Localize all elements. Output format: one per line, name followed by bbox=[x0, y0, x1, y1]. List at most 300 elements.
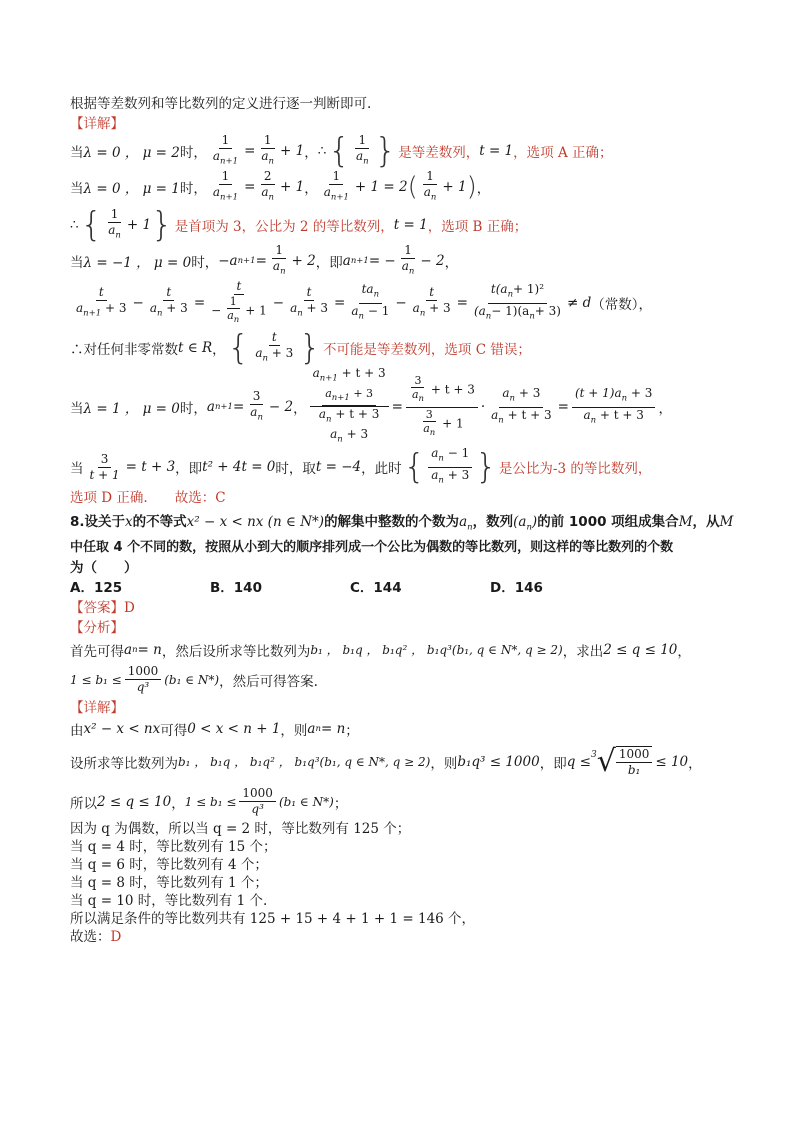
text: ∴ bbox=[317, 143, 327, 159]
text: ，即 bbox=[539, 755, 567, 772]
var: a bbox=[76, 300, 84, 315]
text: ， bbox=[658, 401, 672, 417]
fraction bbox=[105, 207, 124, 243]
fraction bbox=[322, 387, 376, 406]
sub: n bbox=[233, 315, 240, 326]
op: = bbox=[456, 295, 468, 311]
text: 的前 1000 项组成集合 bbox=[537, 514, 679, 530]
var: a bbox=[212, 184, 221, 199]
den bbox=[421, 185, 440, 205]
text: 8.设关于 bbox=[70, 514, 126, 530]
detail-heading bbox=[70, 114, 730, 134]
text: ，选项 A 正确； bbox=[513, 145, 613, 161]
text: ，从 bbox=[692, 514, 720, 530]
fraction bbox=[147, 285, 191, 321]
op: + 1 = 2 bbox=[354, 179, 408, 195]
op: ≠ d bbox=[566, 295, 592, 311]
method-text: 根据等差数列和等比数列的定义进行逐一判断即可. bbox=[70, 96, 372, 112]
num: 3 bbox=[423, 408, 436, 422]
den bbox=[348, 304, 392, 324]
num: 1000 bbox=[616, 747, 653, 763]
op: = bbox=[244, 143, 256, 159]
sub: n+1 bbox=[319, 373, 338, 384]
num: 1 bbox=[355, 133, 369, 149]
detail-line-4 bbox=[70, 820, 730, 838]
answer-choices bbox=[70, 578, 730, 598]
fraction bbox=[73, 285, 130, 321]
op: = t + 3 bbox=[125, 459, 176, 475]
text: 当 bbox=[70, 401, 84, 417]
op: = bbox=[244, 179, 256, 195]
text: 选项 D 正确. bbox=[70, 490, 148, 506]
var: a bbox=[330, 427, 338, 442]
den bbox=[399, 259, 418, 279]
text: ， bbox=[304, 145, 318, 161]
sub: n bbox=[419, 308, 426, 319]
op: −a bbox=[218, 253, 238, 269]
var: a bbox=[250, 404, 258, 419]
var: t(a bbox=[490, 282, 508, 297]
text: ∴对任何非零常数 bbox=[70, 342, 178, 358]
sub: n bbox=[297, 308, 303, 319]
math-cond: λ = 1 ， μ = 0 bbox=[83, 401, 180, 417]
var: a bbox=[307, 720, 316, 737]
option-b-line-2 bbox=[70, 206, 730, 244]
num bbox=[406, 374, 478, 407]
op: − bbox=[272, 295, 285, 311]
sub: n bbox=[507, 289, 514, 300]
detail-line-8 bbox=[70, 892, 730, 910]
op: = bbox=[193, 295, 206, 311]
fraction bbox=[409, 374, 427, 406]
fraction bbox=[287, 285, 331, 321]
num: 1000 bbox=[125, 664, 162, 680]
num: 2 bbox=[261, 169, 275, 185]
text: 当 q = 4 时，等比数列有 15 个； bbox=[70, 838, 277, 855]
detail-line-7 bbox=[70, 874, 730, 892]
op: = bbox=[255, 253, 267, 269]
sub: n bbox=[156, 308, 163, 319]
fraction bbox=[348, 282, 392, 324]
answer-label: 【答案】 bbox=[70, 599, 124, 616]
text: 当 bbox=[70, 145, 84, 161]
text: ； bbox=[345, 722, 359, 739]
sub: n bbox=[430, 192, 437, 203]
fraction bbox=[87, 452, 123, 483]
op: + t + 3 bbox=[599, 407, 644, 422]
text: 可得 bbox=[160, 722, 188, 739]
num: t bbox=[96, 285, 107, 301]
answer-line bbox=[70, 598, 730, 618]
fraction bbox=[406, 374, 478, 439]
text: ，求出 bbox=[562, 643, 604, 660]
sub: n bbox=[429, 427, 436, 438]
brace-group bbox=[328, 133, 396, 169]
brace-left: { bbox=[227, 327, 250, 368]
text: 当 q = 6 时，等比数列有 4 个； bbox=[70, 856, 268, 873]
fraction bbox=[258, 133, 277, 169]
num bbox=[310, 366, 389, 407]
op: + 3 bbox=[429, 300, 451, 315]
sub: n bbox=[363, 156, 369, 167]
sub: n bbox=[621, 393, 628, 404]
num: 3 bbox=[98, 452, 112, 468]
fraction bbox=[310, 366, 389, 447]
text: 的解集中整数的个数为 bbox=[324, 514, 460, 530]
text: ，选项 B 正确； bbox=[427, 219, 528, 235]
sub: n bbox=[590, 414, 597, 425]
den bbox=[488, 408, 554, 428]
detail-line-9 bbox=[70, 910, 730, 928]
sub: n bbox=[509, 393, 516, 404]
math: 1 ≤ b₁ ≤ bbox=[184, 794, 237, 809]
math: b₁ ， b₁q ， b₁q² ， b₁q³(b₁, q ∈ N*, q ≥ 2) bbox=[178, 755, 431, 770]
fraction bbox=[125, 664, 162, 695]
var: a bbox=[312, 366, 320, 381]
var: a bbox=[342, 253, 351, 269]
num: 3 bbox=[250, 389, 264, 405]
op: − 1 bbox=[367, 303, 390, 318]
op: + t + 3 bbox=[430, 382, 475, 397]
var: a bbox=[583, 407, 591, 422]
text: ， bbox=[444, 255, 459, 271]
text: 当 q = 10 时，等比数列有 1 个. bbox=[70, 892, 268, 909]
den bbox=[147, 301, 191, 321]
text: 不可能是等差数列，选项 C 错误； bbox=[322, 342, 531, 358]
op: = bbox=[557, 399, 569, 415]
num: 1 bbox=[227, 295, 240, 309]
fraction bbox=[572, 386, 656, 428]
var: a bbox=[459, 514, 468, 530]
op: − 1)(a bbox=[491, 303, 530, 318]
option-c-line-1 bbox=[70, 244, 730, 278]
op: + 1 bbox=[280, 179, 305, 195]
den bbox=[409, 388, 427, 406]
text: ， bbox=[677, 643, 691, 660]
text: ，数列 bbox=[472, 514, 514, 530]
math: ≤ 10 bbox=[655, 753, 689, 770]
analysis-label: 【分析】 bbox=[70, 619, 124, 636]
op: + 1 bbox=[442, 416, 464, 431]
sub: n+1 bbox=[220, 192, 239, 203]
sub: n bbox=[315, 723, 321, 734]
op: + 3 bbox=[346, 427, 369, 442]
sub: n bbox=[337, 434, 343, 445]
text: 时， bbox=[179, 401, 207, 417]
fraction bbox=[239, 786, 276, 817]
op: − 2 bbox=[268, 399, 294, 415]
detail-line-1 bbox=[70, 718, 730, 740]
math: b₁q³ ≤ 1000 bbox=[457, 753, 540, 770]
var: a bbox=[325, 386, 332, 400]
text: 是等差数列， bbox=[398, 145, 480, 161]
var: a bbox=[355, 148, 364, 163]
math: (b₁ ∈ N*) bbox=[278, 794, 334, 809]
text: 所以满足条件的等比数列共有 125 + 15 + 4 + 1 + 1 = 146 个， bbox=[70, 910, 476, 927]
math-cond: λ = −1 ， μ = 0 bbox=[83, 255, 192, 271]
var: a bbox=[261, 148, 269, 163]
op: + t + 3 bbox=[335, 406, 380, 421]
num: t bbox=[163, 285, 174, 301]
den: q³ bbox=[251, 802, 264, 817]
var: a bbox=[411, 388, 419, 402]
brace-right: } bbox=[475, 447, 497, 487]
text: ，则 bbox=[280, 722, 308, 739]
op: − 2 bbox=[420, 253, 445, 269]
den bbox=[258, 185, 277, 205]
detail-label: 【详解】 bbox=[70, 116, 124, 132]
sub: n bbox=[418, 394, 424, 405]
sub: n bbox=[408, 266, 415, 277]
var: (a bbox=[513, 514, 527, 530]
text: 时，取 bbox=[275, 461, 316, 477]
den: b₁ bbox=[627, 762, 641, 777]
text: ， bbox=[212, 342, 226, 358]
den bbox=[73, 301, 130, 321]
fraction bbox=[353, 133, 372, 169]
text: ，然后设所求等比数列为 bbox=[161, 643, 311, 660]
den bbox=[287, 301, 331, 321]
op: + 1 bbox=[442, 179, 467, 195]
var: a bbox=[206, 399, 215, 415]
option-a-line bbox=[70, 131, 730, 171]
text: ，即 bbox=[315, 255, 343, 271]
op: + 1)² bbox=[513, 282, 545, 297]
den bbox=[580, 408, 646, 428]
sub: n bbox=[257, 412, 263, 423]
text: 是公比为-3 的等比数列， bbox=[498, 461, 652, 477]
var: a bbox=[290, 300, 298, 315]
text: ，则 bbox=[430, 755, 458, 772]
fraction bbox=[252, 330, 296, 366]
var: a bbox=[272, 258, 281, 273]
choice-b: B．140 bbox=[210, 579, 262, 596]
den bbox=[270, 259, 289, 279]
den bbox=[210, 185, 241, 205]
num: t bbox=[304, 285, 315, 301]
text: 由 bbox=[70, 722, 84, 739]
analysis-heading bbox=[70, 618, 730, 638]
method-line bbox=[70, 94, 730, 114]
sub: n bbox=[498, 414, 504, 425]
math: t² + 4t = 0 bbox=[202, 459, 276, 475]
math: = n bbox=[137, 641, 162, 658]
analysis-line-1 bbox=[70, 638, 730, 662]
detail-line-2 bbox=[70, 740, 730, 784]
text: 时， bbox=[179, 181, 207, 197]
text: ，即 bbox=[175, 461, 203, 477]
detail-heading-2 bbox=[70, 698, 730, 718]
analysis-line-2 bbox=[70, 662, 730, 698]
text: 当 bbox=[70, 255, 84, 271]
num: 1 bbox=[219, 169, 233, 185]
num bbox=[359, 282, 382, 303]
var: (a bbox=[473, 303, 486, 318]
sub: n bbox=[438, 474, 444, 485]
op: = bbox=[334, 295, 346, 311]
text: ， bbox=[171, 795, 185, 812]
den bbox=[316, 407, 382, 448]
math-cond: λ = 0 ， μ = 2 bbox=[83, 145, 180, 161]
sub: n+1 bbox=[83, 308, 102, 319]
brace-group bbox=[404, 446, 497, 488]
den bbox=[252, 346, 296, 366]
math: (b₁ ∈ N*) bbox=[164, 672, 220, 687]
op: + 3 bbox=[630, 386, 653, 401]
op: + 3 bbox=[105, 300, 127, 315]
text: ，然后可得答案. bbox=[219, 673, 318, 690]
sub: n bbox=[115, 230, 121, 241]
den bbox=[258, 149, 277, 169]
fraction bbox=[488, 386, 554, 428]
sub: n bbox=[132, 644, 138, 655]
detail-line-5 bbox=[70, 838, 730, 856]
paren-right: ) bbox=[466, 172, 477, 202]
answer-value: D bbox=[124, 599, 135, 616]
sub: n bbox=[358, 310, 364, 321]
den bbox=[410, 301, 454, 321]
sub: n bbox=[268, 156, 275, 167]
op: + 3 bbox=[447, 467, 470, 482]
math: t ∈ R bbox=[178, 340, 213, 356]
var: a bbox=[261, 184, 269, 199]
fraction bbox=[270, 243, 289, 279]
question-8-line-1: 8.设关于x的不等式x² − x < nx (n ∈ N*)的解集中整数的个数为$a_n$，数列$(a_n)$的前 1000 项组成集合M，从M bbox=[70, 514, 734, 533]
den: t + 1 bbox=[89, 467, 120, 482]
sub: n bbox=[280, 266, 286, 277]
fraction bbox=[321, 169, 352, 205]
den bbox=[210, 149, 241, 169]
sub: n bbox=[268, 192, 275, 203]
detail-label: 【详解】 bbox=[70, 699, 124, 716]
text: ， bbox=[304, 181, 318, 197]
var: a bbox=[255, 345, 263, 360]
num: 3 bbox=[411, 374, 424, 388]
fraction bbox=[428, 446, 472, 488]
fraction bbox=[224, 295, 242, 327]
den bbox=[224, 309, 242, 327]
math: 0 < x < n + 1 bbox=[187, 720, 281, 737]
var: a bbox=[212, 148, 221, 163]
den bbox=[105, 223, 124, 243]
op: − bbox=[395, 295, 407, 311]
text: 故选：C bbox=[174, 490, 226, 506]
var: a bbox=[401, 258, 409, 273]
choice-c: C．144 bbox=[350, 579, 402, 596]
op: + 3 bbox=[518, 386, 541, 401]
math: t = 1 bbox=[393, 217, 428, 233]
op: + t + 3 bbox=[341, 366, 386, 381]
var: a bbox=[431, 467, 439, 482]
op: − bbox=[211, 303, 222, 318]
option-c-line-3 bbox=[70, 328, 730, 368]
var: a bbox=[227, 308, 234, 322]
num: 1 bbox=[261, 133, 275, 149]
choice-d: D．146 bbox=[490, 579, 543, 596]
fraction bbox=[210, 169, 241, 205]
num bbox=[572, 386, 656, 407]
sub: n+1 bbox=[214, 402, 233, 412]
sub: n+1 bbox=[237, 256, 256, 266]
num: 1 bbox=[329, 169, 343, 185]
detail-line-6 bbox=[70, 856, 730, 874]
num bbox=[322, 387, 376, 406]
den bbox=[471, 304, 564, 324]
op: = bbox=[232, 399, 245, 415]
sub: n+1 bbox=[331, 392, 350, 403]
var: a bbox=[412, 300, 420, 315]
math: x² − x < nx bbox=[83, 720, 161, 737]
solution-content bbox=[70, 94, 734, 946]
fraction bbox=[420, 408, 438, 440]
var: a bbox=[423, 184, 431, 199]
brace-right: } bbox=[374, 131, 397, 171]
option-d-line-1 bbox=[70, 368, 730, 446]
fraction bbox=[471, 282, 564, 324]
text: 时， bbox=[191, 255, 219, 271]
math: b₁ ， b₁q ， b₁q² ， b₁q³(b₁, q ∈ N*, q ≥ 2) bbox=[310, 643, 563, 658]
text: 因为 q 为偶数，所以当 q = 2 时，等比数列有 125 个； bbox=[70, 820, 411, 837]
math: t = −4 bbox=[315, 459, 362, 475]
fraction bbox=[616, 746, 653, 778]
op: + 3) bbox=[534, 303, 561, 318]
op: + 3 bbox=[306, 300, 329, 315]
var: a bbox=[423, 421, 430, 435]
sub: n bbox=[529, 310, 535, 321]
text: 为（ ） bbox=[70, 559, 138, 576]
brace-group bbox=[80, 204, 173, 245]
question-8-line-2 bbox=[70, 538, 730, 558]
text: 故选： bbox=[70, 928, 111, 945]
detail-line-10 bbox=[70, 928, 730, 946]
den bbox=[417, 408, 466, 440]
brace-left: { bbox=[80, 204, 103, 245]
brace-left: { bbox=[328, 131, 350, 171]
op: = − bbox=[368, 253, 396, 269]
op: − 1 bbox=[447, 446, 470, 461]
den bbox=[208, 295, 270, 327]
text: ， bbox=[293, 401, 307, 417]
var: a bbox=[124, 641, 133, 658]
sub: n bbox=[526, 522, 532, 533]
sub: n bbox=[485, 310, 492, 321]
num: 1 bbox=[108, 207, 122, 223]
op: = bbox=[391, 399, 403, 415]
den bbox=[247, 405, 266, 425]
text: ，此时 bbox=[361, 461, 402, 477]
op: + 2 bbox=[291, 253, 316, 269]
math: 2 ≤ q ≤ 10 bbox=[603, 641, 678, 658]
num: 1 bbox=[401, 243, 415, 259]
answer-value: D bbox=[110, 928, 122, 945]
num: 1000 bbox=[239, 786, 276, 802]
var: a bbox=[491, 407, 499, 422]
text: （常数）， bbox=[591, 297, 652, 313]
var: ta bbox=[361, 282, 374, 297]
den bbox=[353, 149, 372, 169]
cube-root: 3 √ $\frac{1000}{\text{b₁}}$ bbox=[591, 746, 655, 778]
text: 首先可得 bbox=[70, 643, 124, 660]
text: ∴ bbox=[70, 217, 79, 233]
sub: n bbox=[326, 414, 332, 425]
var: a bbox=[431, 446, 439, 461]
num: t bbox=[269, 330, 280, 346]
question-8-line-3 bbox=[70, 558, 730, 578]
op: − bbox=[132, 295, 144, 311]
text: 中任取 4 个不同的数，按照从小到大的顺序排列成一个公比为偶数的等比数列，则这样的等比数列的个数 bbox=[70, 539, 674, 555]
math: = n bbox=[320, 720, 346, 737]
num: t bbox=[234, 279, 245, 295]
